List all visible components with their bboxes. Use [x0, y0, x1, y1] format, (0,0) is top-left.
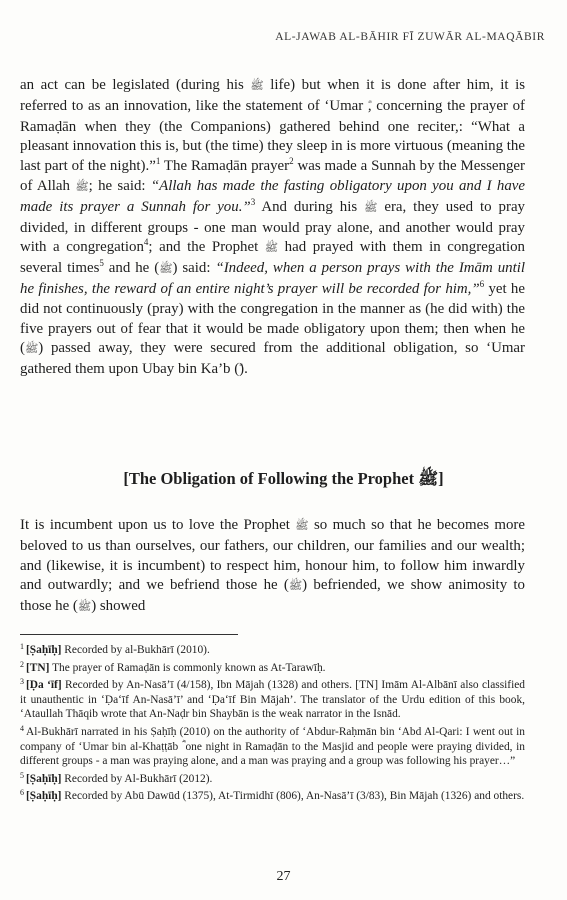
text-run: had prayed with them in congregation several times — [20, 239, 525, 277]
text-run: an act can be legislated (during his — [20, 77, 251, 93]
footnote-number: 6 — [20, 788, 24, 798]
footnotes — [20, 640, 525, 804]
footnote-text: Recorded by An-Nasā’ī (4/158), Ibn Mājah (1328) and others. [TN] Imām Al-Albānī also classified it unauthentic in ‘Ḍa‘īf An-Nasā’ī’ and ‘Ḍa‘īf Bin Mājah’. The translator of the Urdu edition of this book, ‘Ataullah Thāqib wrote that An-Naḍr bin Shaybān is the weak narrator in the Isnād. — [20, 679, 525, 721]
text-run: ) befriended, we show animosity to those he ( — [20, 577, 525, 615]
prophet-honorific-icon: ﷺ — [264, 242, 279, 255]
text-run: ; he said: — [88, 177, 151, 194]
footnote-text: Recorded by Al-Bukhārī (2012). — [61, 772, 213, 785]
footnote-6 — [20, 786, 525, 804]
footnote-number: 5 — [20, 770, 24, 780]
text-run: was made a Sunnah by the Messenger of Allah — [20, 158, 525, 194]
prophet-honorific-icon: ﷺ — [77, 601, 92, 614]
prophet-honorific-icon: ﷺ — [364, 201, 378, 214]
main-text-paragraph-2 — [20, 516, 525, 618]
running-head: AL-JAWAB AL-BĀHIR FĪ ZUWĀR AL-MAQĀBIR — [275, 31, 545, 43]
text-run: ; and the Prophet — [148, 239, 265, 256]
text-run: , concerning the prayer of Ramaḍān when they (the Companions) gathered behind one reciter,: “What a pleasant innovation this is, but (the time) they sleep in is more virtuous (meaning the last part of the night).” — [20, 97, 525, 175]
footnote-divider — [20, 634, 238, 635]
text-run: ) showed — [91, 598, 146, 615]
text-run: ) said: — [172, 260, 216, 277]
text-run: so much so that he becomes more beloved to us than ourselves, our fathers, our children, our families and our wealth; and (likewise, it is incumbent) to respect him, honour him, to follow him inwardly and outwardly; and we befriend those he ( — [20, 517, 525, 594]
main-text-paragraph-1 — [20, 76, 525, 381]
footnote-number: 2 — [20, 659, 24, 669]
footnote-text: Al-Bukhārī narrated in his Ṣaḥīḥ (2010) on the authority of ‘Abdur-Raḥmān bin ‘Abd Al-Qari: I went out in company of ‘Umar bin al-Khaṭṭāb ؓ one night in Ramaḍān to the Masjid and people were praying divided, in different groups - a man was praying alone, and a man was praying and a group was following his prayer…” — [20, 725, 525, 768]
section-heading-text: [The Obligation of Following the Prophet — [123, 469, 419, 488]
footnote-5 — [20, 769, 525, 787]
section-heading-bracket: ] — [438, 469, 444, 488]
prophet-honorific-icon: ﷺ — [295, 520, 309, 532]
footnote-2 — [20, 658, 525, 676]
footnote-mark: 5 — [99, 258, 104, 269]
footnote-text: Recorded by Abū Dawūd (1375), At-Tirmidhī (806), An-Nasā’ī (3/83), Bin Mājah (1326) and others. — [61, 790, 525, 803]
footnote-text: Recorded by al-Bukhārī (2010). — [61, 644, 210, 656]
footnote-mark: 6 — [479, 279, 485, 289]
footnote-mark: 4 — [143, 237, 149, 248]
page-number: 27 — [276, 869, 291, 884]
prophet-honorific-icon: ﷺ — [159, 263, 173, 276]
prophet-honorific-icon: ﷺ — [288, 580, 303, 593]
prophet-honorific-icon: ﷺ — [250, 80, 264, 92]
hadith-quote: “Allah has made the fasting obligatory upon you and I have made its prayer a Sunnah for you.” — [20, 177, 526, 215]
grading-tag: [Ṣaḥīḥ] — [26, 790, 62, 803]
footnote-3 — [20, 675, 525, 722]
text-run: And during his — [255, 198, 365, 215]
footnote-mark: 3 — [250, 196, 256, 207]
text-run: and he ( — [103, 260, 160, 277]
footnote-mark: 1 — [155, 156, 161, 167]
prophet-honorific-icon: ﷺ — [418, 469, 439, 488]
grading-tag: [Ṣaḥīḥ] — [26, 772, 62, 785]
footnote-number: 4 — [20, 723, 24, 733]
text-run: It is incumbent upon us to love the Prophet — [20, 517, 296, 533]
footnote-1 — [20, 640, 525, 658]
footnote-number: 3 — [20, 677, 24, 687]
text-run: life) but when it is done after him, it is referred to as an innovation, like the statement of ‘Umar — [20, 77, 526, 114]
section-heading — [0, 469, 567, 493]
text-run: The Ramaḍān prayer — [160, 158, 290, 175]
prophet-honorific-icon: ﷺ — [75, 180, 89, 193]
text-run: era, they used to pray divided, in different groups - one man would pray alone, and another would pray with a congregation — [20, 198, 526, 256]
grading-tag: [Ḍa ‘īf] — [26, 679, 62, 692]
footnote-text: The prayer of Ramaḍān is commonly known as At-Tarawīḥ. — [49, 661, 326, 674]
text-run: yet he did not continuously (pray) with the congregation in the manner as (he did with) the five prayers out of fear that it would be made obligatory upon them; then when he ( — [20, 280, 525, 357]
grading-tag: [Ṣaḥīḥ] — [26, 644, 62, 656]
footnote-mark: 2 — [289, 156, 294, 167]
grading-tag: [TN] — [26, 661, 50, 674]
text-run: ) passed away, they were secured from the additional obligation, so ‘Umar gathered them upon Ubay bin Ka’b ( — [20, 340, 525, 378]
footnote-4 — [20, 722, 525, 769]
hadith-quote: “Indeed, when a person prays with the Imām until he finishes, the reward of an entire night’s prayer will be recorded for him,” — [20, 260, 525, 297]
text-run: ). — [239, 361, 248, 378]
prophet-honorific-icon: ﷺ — [24, 343, 39, 356]
footnote-number: 1 — [20, 642, 24, 651]
